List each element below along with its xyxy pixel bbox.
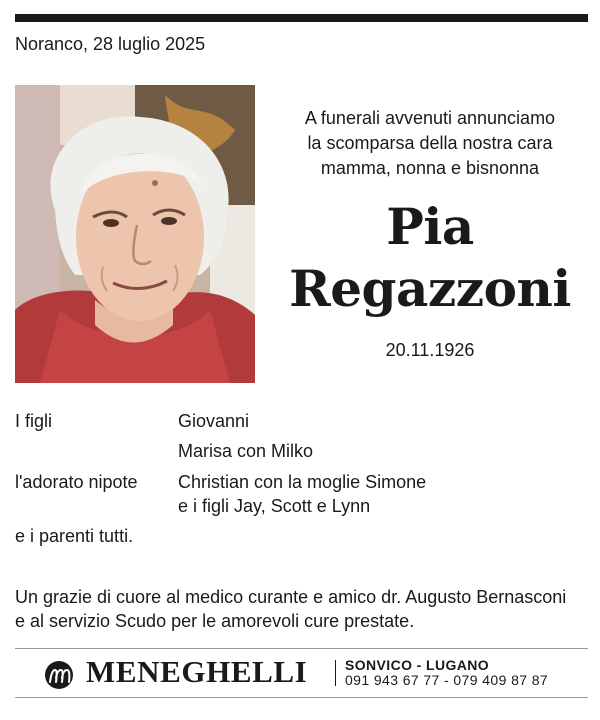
birth-date: 20.11.1926 (385, 340, 475, 360)
thanks-line: e al servizio Scudo per le amorevoli cure prestate. (15, 611, 415, 631)
deceased-name (280, 196, 580, 320)
agency-name: MENEGHELLI (86, 654, 308, 689)
relation-label: l'adorato nipote (15, 472, 138, 492)
mourner-name: Christian con la moglie Simone (178, 472, 427, 492)
place-date: Noranco, 28 luglio 2025 (15, 34, 206, 54)
thanks-line: Un grazie di cuore al medico curante e amico dr. Augusto Bernasconi (15, 587, 567, 607)
announcement-line: la scomparsa della nostra cara (307, 133, 553, 153)
mourner-name: Marisa con Milko (178, 441, 314, 461)
announcement-line: A funerali avvenuti annunciamo (304, 108, 556, 128)
portrait-photo (15, 85, 255, 383)
thanks-text (15, 585, 590, 633)
footer-top-rule (15, 648, 588, 649)
agency-separator (335, 660, 336, 686)
agency-location: SONVICO - LUGANO (345, 657, 490, 673)
mourner-name: e i figli Jay, Scott e Lynn (178, 496, 371, 516)
mourner-name: Giovanni (178, 411, 250, 431)
agency-logo-icon (42, 660, 78, 695)
family-closing: e i parenti tutti. (15, 526, 134, 546)
agency-phones: 091 943 67 77 - 079 409 87 87 (345, 672, 549, 688)
deceased-first-name: Pia (386, 197, 474, 256)
top-rule (15, 14, 588, 22)
deceased-last-name: Regazzoni (289, 259, 571, 318)
announcement-text (280, 106, 580, 181)
announcement-line: mamma, nonna e bisnonna (320, 158, 540, 178)
relation-label: I figli (15, 411, 53, 431)
footer-bottom-rule (15, 697, 588, 698)
